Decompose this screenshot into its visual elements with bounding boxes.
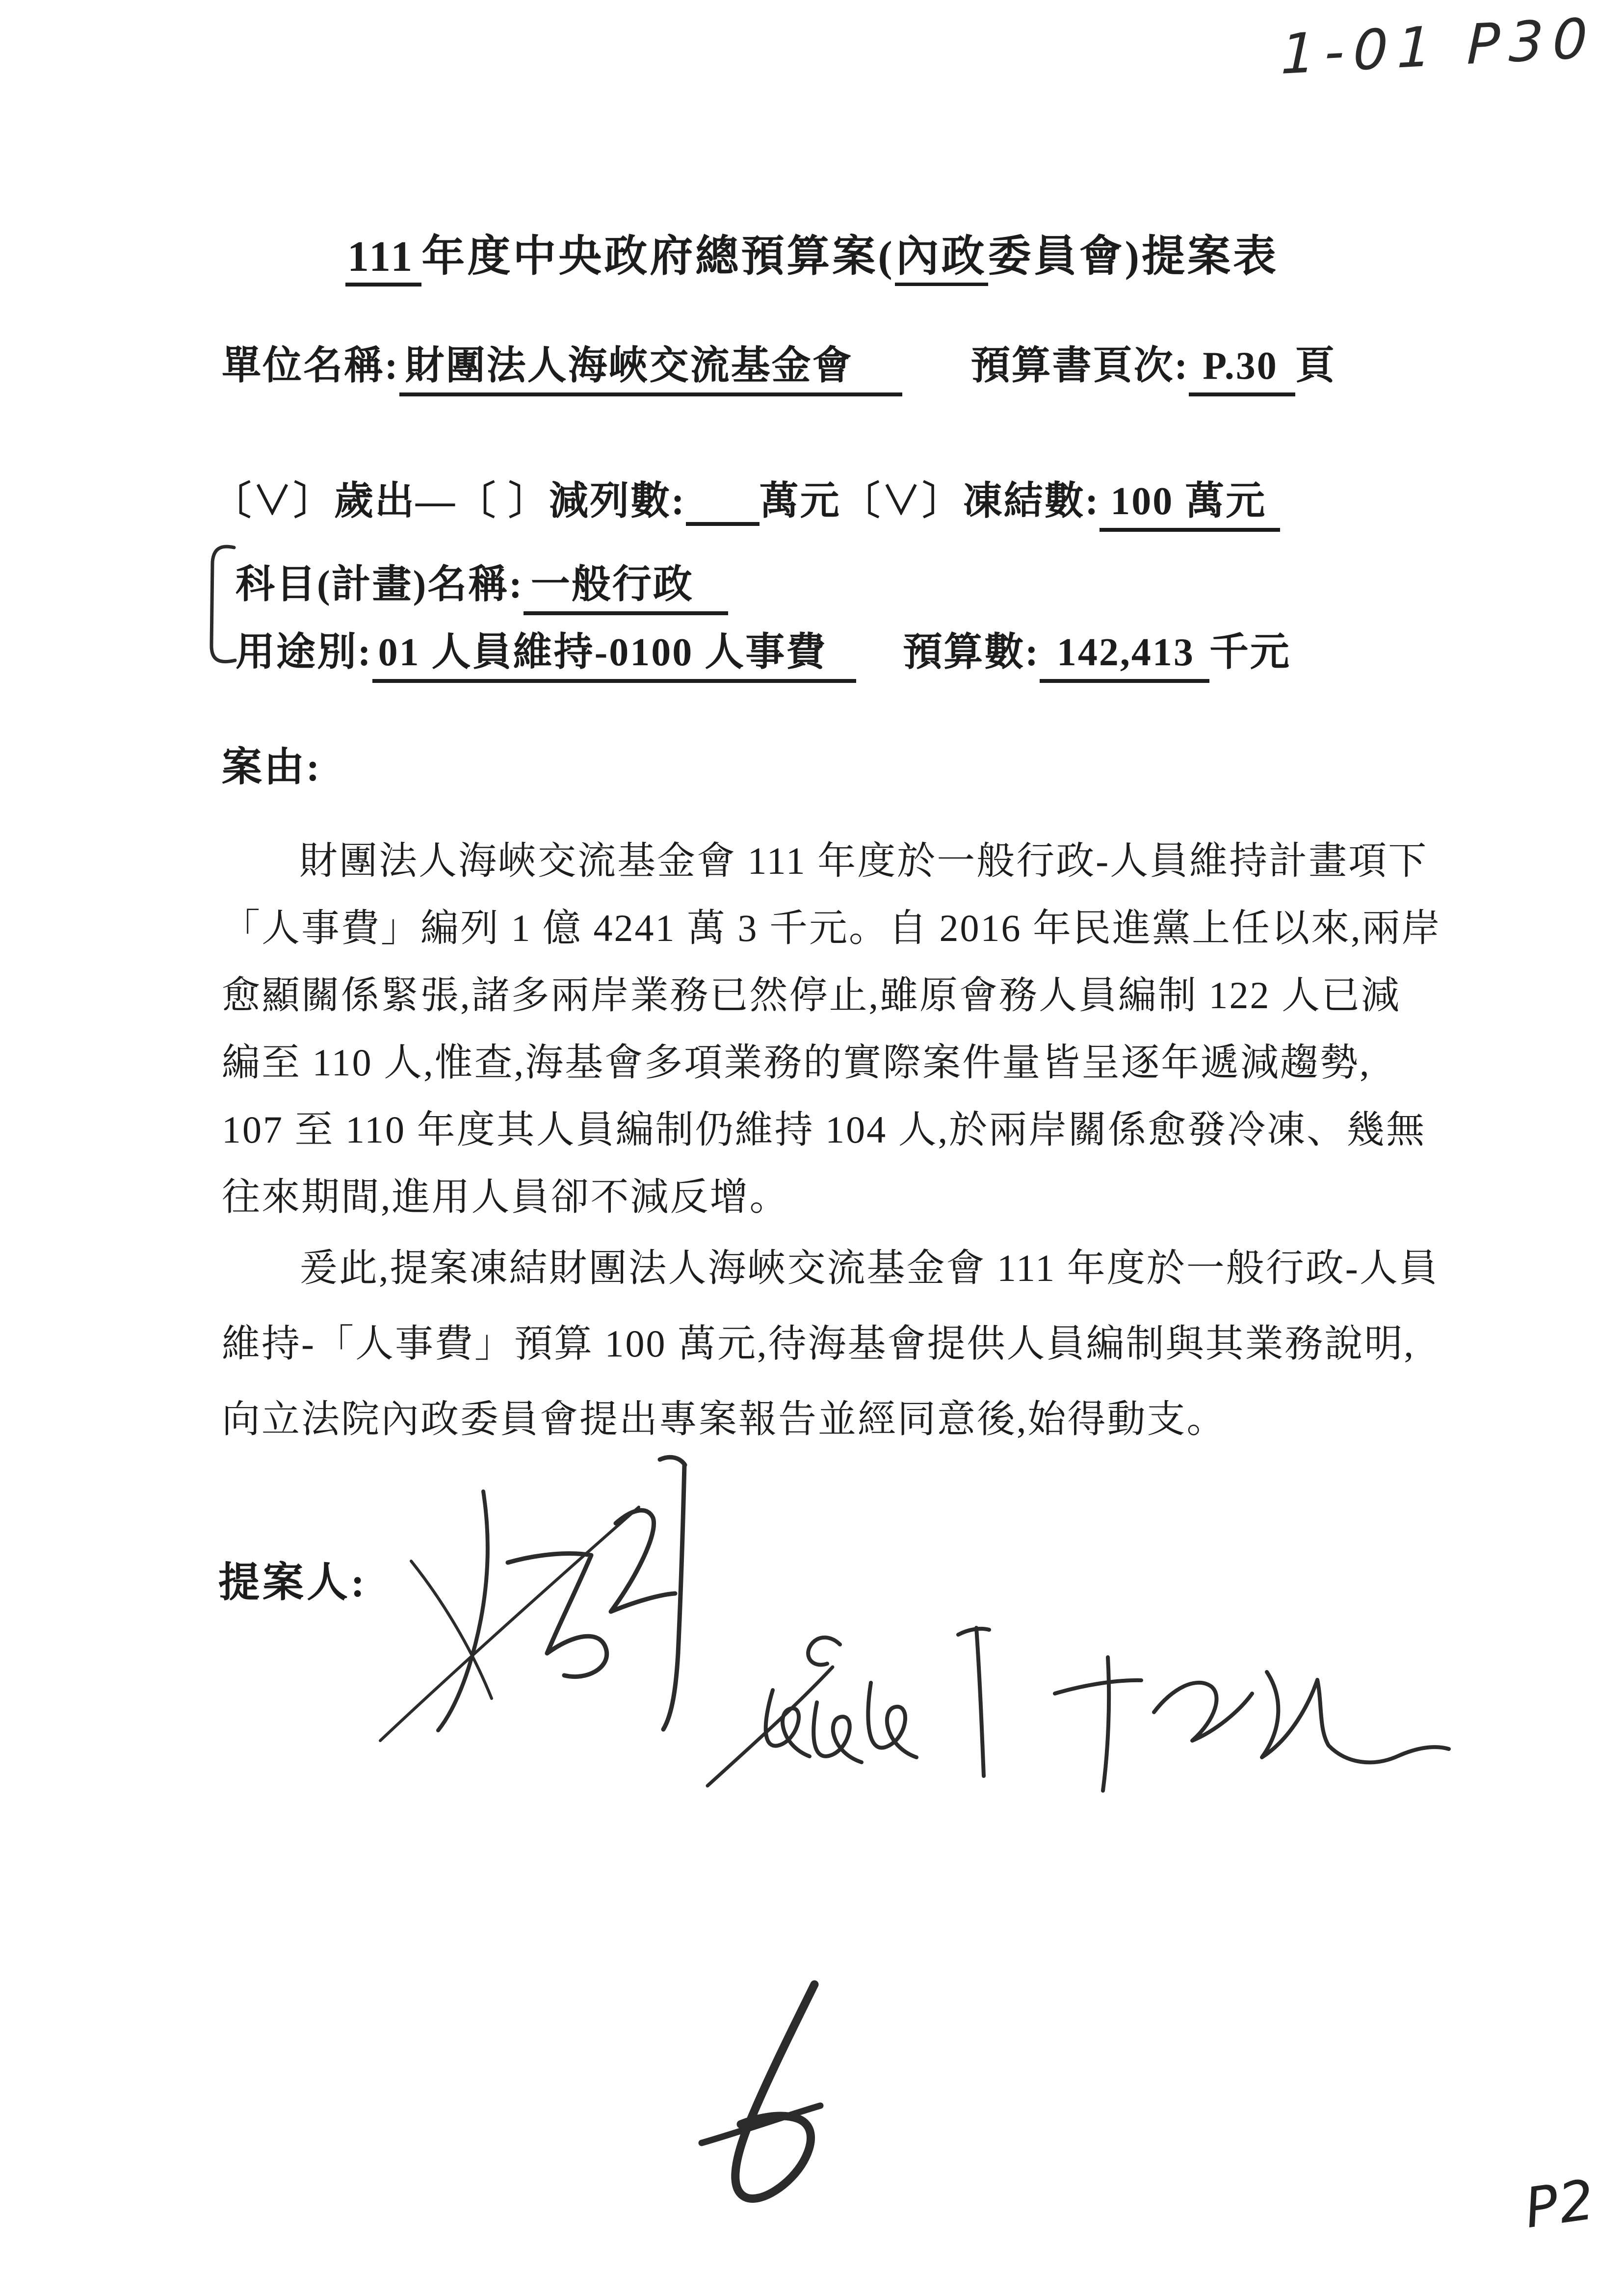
title-year: 111 <box>345 233 421 287</box>
case-paragraph-line: 往來期間,進用人員卻不減反增。 <box>222 1175 789 1218</box>
page-note-annotation: P2 <box>1520 2167 1599 2241</box>
usage-label: 用途別: <box>236 631 372 674</box>
freeze-label: 凍結數: <box>963 480 1100 523</box>
case-label: 案由: <box>222 745 322 789</box>
budget-amount-value: 142,413 <box>1040 631 1209 683</box>
expenditure-label: 歲出 <box>334 480 416 523</box>
title-committee: 內政 <box>895 233 988 286</box>
unit-name-label: 單位名稱: <box>222 344 399 388</box>
case-paragraph-line: 107 至 110 年度其人員編制仍維持 104 人,於兩岸關係愈發冷凍、幾無 <box>222 1108 1426 1151</box>
budget-page-suffix: 頁 <box>1295 344 1336 388</box>
case-paragraph-line: 「人事費」編列 1 億 4241 萬 3 千元。自 2016 年民進黨上任以來,兩岸 <box>222 907 1441 949</box>
corner-note-annotation: 1-01 P30 <box>1280 6 1597 87</box>
handwritten-six <box>702 1984 820 2198</box>
expenditure-checkbox-checked: 〔∨〕 <box>212 480 334 523</box>
case-paragraph-line: 向立法院內政委員會提出專案報告並經同意後,始得動支。 <box>222 1398 1227 1440</box>
budget-page-label: 預算書頁次: <box>970 344 1189 388</box>
usage-value: 01 人員維持-0100 人事費 <box>372 631 857 683</box>
budget-amount-unit: 千元 <box>1209 631 1291 674</box>
budget-amount-label: 預算數: <box>903 631 1040 674</box>
handwritten-signature-3 <box>1055 1657 1449 1791</box>
freeze-amount-value: 100 萬元 <box>1100 480 1280 532</box>
case-paragraph-line: 財團法人海峽交流基金會 111 年度於一般行政-人員維持計畫項下 <box>299 839 1428 882</box>
subject-label: 科目(計畫)名稱: <box>236 563 524 606</box>
subject-value: 一般行政 <box>524 563 728 615</box>
case-paragraph-line: 愈顯關係緊張,諸多兩岸業務已然停止,雖原會務人員編制 122 人已減 <box>222 974 1401 1017</box>
title-seg2: 委員會)提案表 <box>988 233 1279 281</box>
freeze-checkbox-checked: 〔∨〕 <box>840 480 963 523</box>
case-paragraph-line: 編至 110 人,惟查,海基會多項業務的實際案件量皆呈逐年遞減趨勢, <box>222 1041 1371 1084</box>
budget-page-value: P.30 <box>1189 344 1295 396</box>
reduction-unit: 萬元 <box>759 480 841 523</box>
reduction-checkbox-empty: 〔 〕 <box>456 480 549 523</box>
proposer-label: 提案人: <box>218 1560 367 1606</box>
case-paragraph-line: 維持-「人事費」預算 100 萬元,待海基會提供人員編制與其業務說明, <box>222 1322 1415 1365</box>
handwritten-signature-2 <box>707 1628 989 1786</box>
unit-name-value: 財團法人海峽交流基金會 <box>399 344 902 396</box>
handwritten-signature-1 <box>380 1457 685 1741</box>
dash: — <box>416 480 456 523</box>
title-seg1: 年度中央政府總預算案( <box>421 233 895 281</box>
reduction-label: 減列數: <box>549 480 686 523</box>
case-paragraph-line: 爰此,提案凍結財團法人海峽交流基金會 111 年度於一般行政-人員 <box>299 1247 1439 1289</box>
